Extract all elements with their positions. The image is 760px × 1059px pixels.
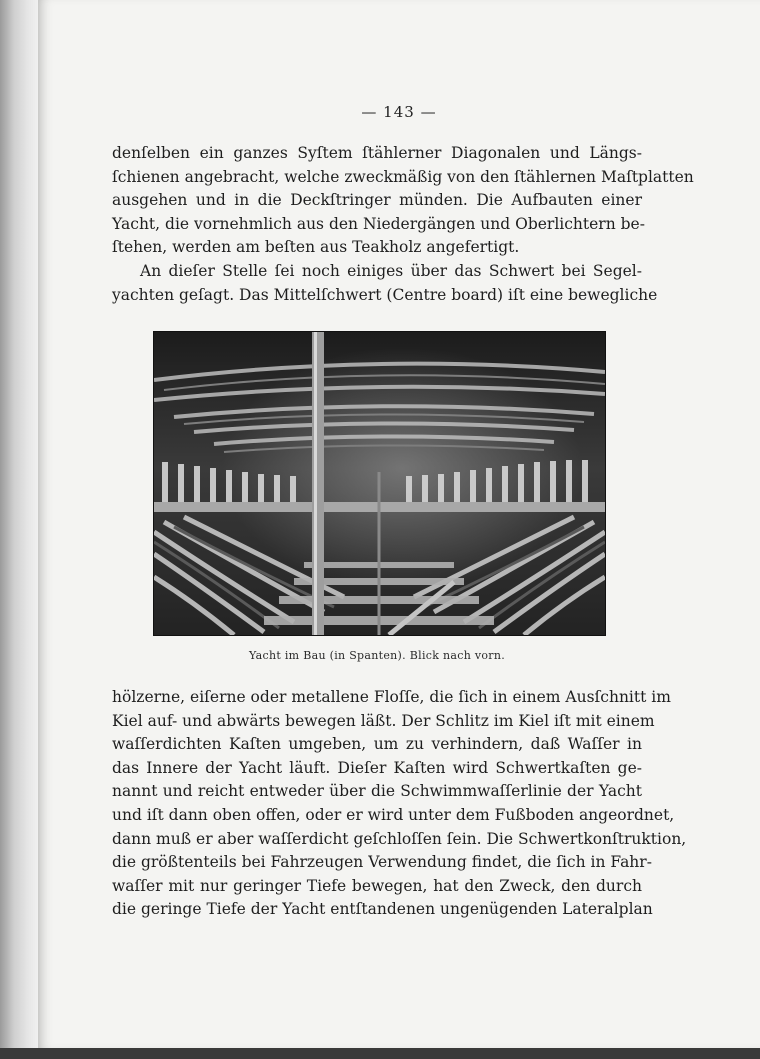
book-binding-edge — [0, 0, 40, 1059]
page-bottom-edge — [0, 1048, 760, 1059]
text-line: ſtehen, werden am beſten aus Teakholz angefertigt. — [112, 238, 520, 257]
paragraph-bottom — [112, 686, 687, 922]
text-line: die größtenteils bei Fahrzeugen Verwendung findet, die ſich in Fahr- — [112, 853, 652, 872]
text-line: die geringe Tiefe der Yacht entſtandenen ungenügenden Lateralplan — [112, 900, 653, 919]
text-line: Kiel auf- und abwärts bewegen läßt. Der Schlitz im Kiel iſt mit einem — [112, 711, 655, 730]
text-line: An dieſer Stelle ſei noch einiges über das Schwert bei Segel- — [140, 261, 642, 280]
text-line: waſſer mit nur geringer Tiefe bewegen, hat den Zweck, den durch — [112, 876, 642, 895]
text-line: waſſerdichten Kaſten umgeben, um zu verhindern, daß Waſſer in — [112, 735, 642, 754]
book-page — [38, 0, 760, 1048]
text-line: das Innere der Yacht läuft. Dieſer Kaſten wird Schwertkaſten ge- — [112, 758, 642, 777]
paragraph-top — [112, 142, 694, 307]
text-line: Yacht, die vornehmlich aus den Niedergängen und Oberlichtern be- — [112, 214, 645, 233]
text-line: ſchienen angebracht, welche zweckmäßig von den ſtählernen Maſtplatten — [112, 167, 694, 186]
text-line: nannt und reicht entweder über die Schwimmwaſſerlinie der Yacht — [112, 782, 642, 801]
text-line: dann muß er aber waſſerdicht geſchloſſen ſein. Die Schwertkonſtruktion, — [112, 829, 687, 848]
text-line: hölzerne, eiſerne oder metallene Floſſe, die ſich in einem Ausſchnitt im — [112, 688, 671, 706]
photo-illustration — [154, 332, 605, 635]
text-line: yachten geſagt. Das Mittelſchwert (Centre board) iſt eine bewegliche — [112, 285, 658, 304]
text-line: denſelben ein ganzes Syſtem ſtählerner Diagonalen und Längs- — [112, 144, 642, 162]
figure-caption: Yacht im Bau (in Spanten). Blick nach vorn. — [248, 649, 506, 662]
yacht-frames-photo — [153, 331, 606, 636]
page-number: — 143 — — [361, 103, 437, 121]
text-line: ausgehen und in die Deckſtringer münden. Die Aufbauten einer — [112, 191, 642, 210]
text-line: und iſt dann oben offen, oder er wird unter dem Fußboden angeordnet, — [112, 805, 675, 824]
